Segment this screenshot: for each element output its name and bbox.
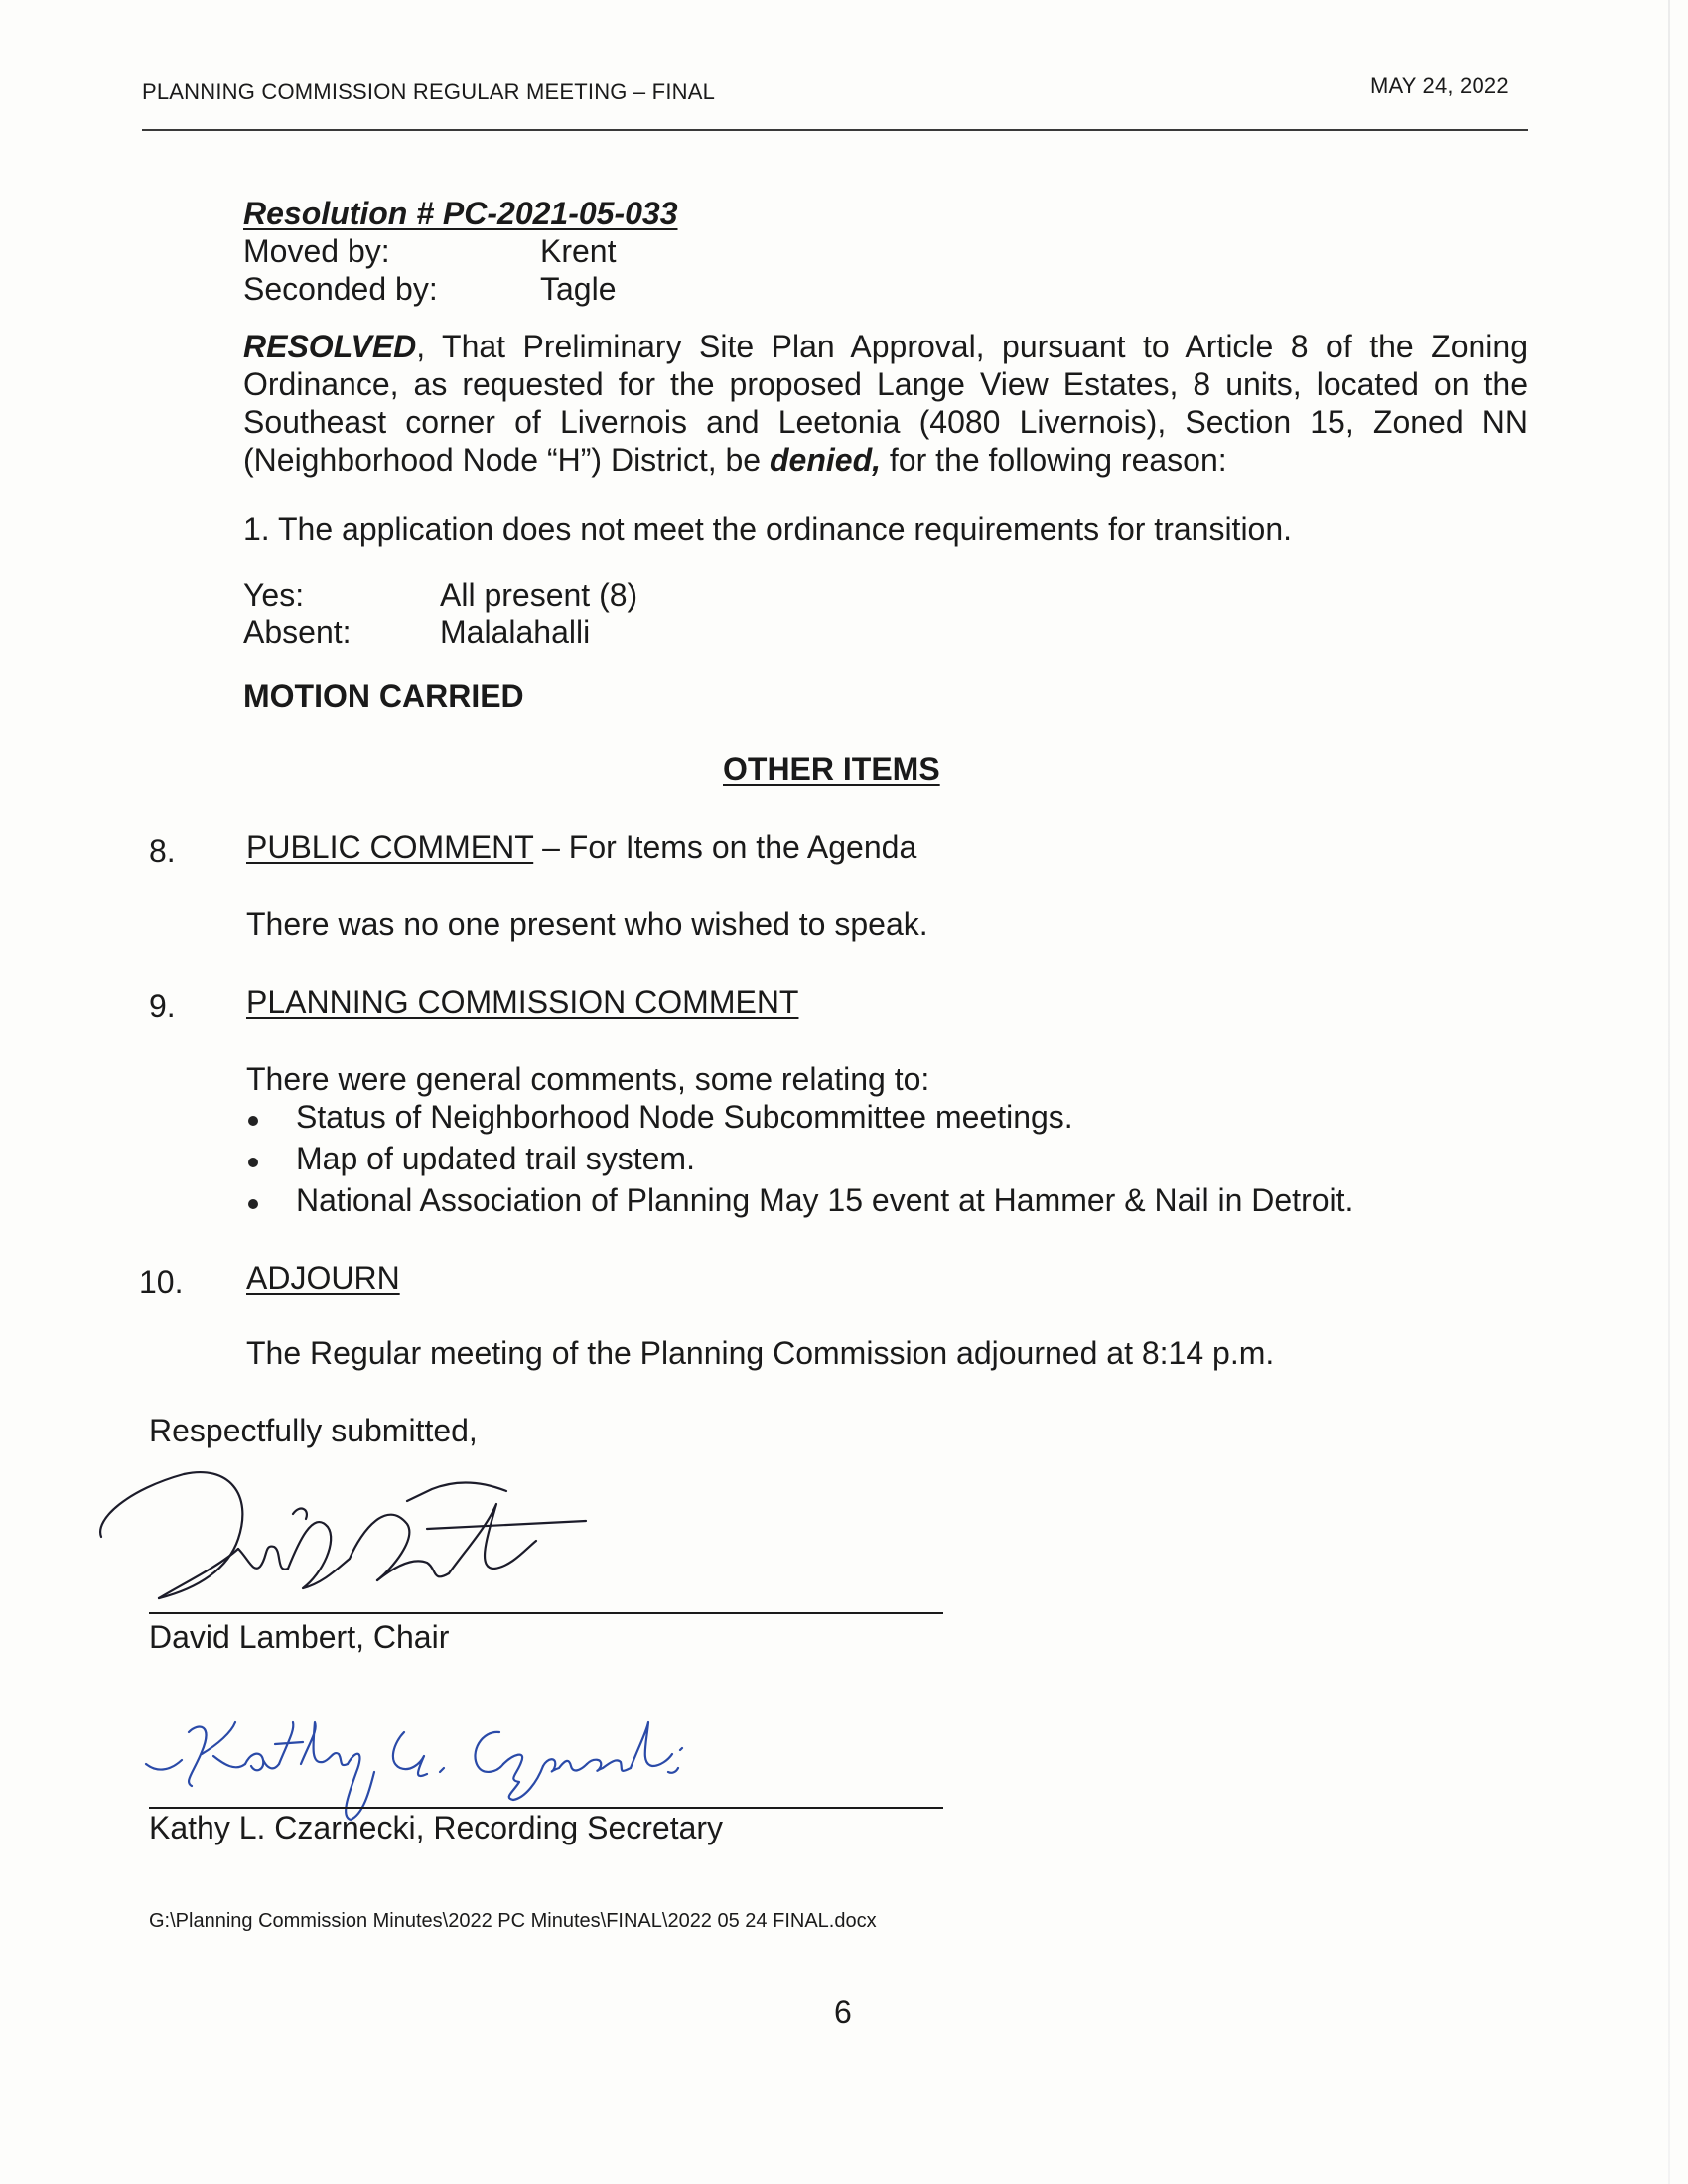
motion-carried: MOTION CARRIED <box>243 678 524 714</box>
moved-by-label: Moved by: <box>243 233 390 269</box>
item-number: 10. <box>139 1264 184 1299</box>
bullet-item: Map of updated trail system. <box>296 1141 695 1176</box>
bullet-item: Status of Neighborhood Node Subcommittee meetings. <box>296 1099 1073 1135</box>
bullet-item: National Association of Planning May 15 event at Hammer & Nail in Detroit. <box>296 1182 1354 1218</box>
resolved-word: RESOLVED <box>243 329 417 364</box>
chair-signature <box>89 1449 606 1618</box>
item-title: PUBLIC COMMENT <box>246 829 534 865</box>
scan-edge <box>1668 0 1670 2184</box>
signature-line <box>149 1612 943 1614</box>
file-path: G:\Planning Commission Minutes\2022 PC Minutes\FINAL\2022 05 24 FINAL.docx <box>149 1910 877 1932</box>
bullet-dot <box>248 1199 258 1209</box>
vote-absent-value: Malalahalli <box>440 614 591 650</box>
item-title: ADJOURN <box>246 1260 400 1296</box>
bullet-dot <box>248 1116 258 1126</box>
item-body: There was no one present who wished to speak. <box>246 906 928 942</box>
item-number: 8. <box>149 833 176 869</box>
item-title-suffix: – For Items on the Agenda <box>533 829 917 865</box>
header-rule <box>142 129 1528 131</box>
seconded-by-label: Seconded by: <box>243 271 438 307</box>
chair-name: David Lambert, Chair <box>149 1619 450 1655</box>
item-body: There were general comments, some relating to: <box>246 1061 930 1097</box>
page-number: 6 <box>834 1994 852 2030</box>
closing-text: Respectfully submitted, <box>149 1413 478 1448</box>
item-number: 9. <box>149 988 176 1024</box>
seconded-by-value: Tagle <box>540 271 617 307</box>
resolution-text-1: , That Preliminary Site Plan Approval, pursuant to Article 8 of the Zoning Ordinance, as requested for the proposed Lange View Estates, 8 units, located on the Southeast corner of Livernois and Leetonia (4080 Livernois), Section 15, Zoned NN (Neighborhood Node “H”) District, be <box>243 329 1528 478</box>
vote-yes-value: All present (8) <box>440 577 638 613</box>
resolution-text-2: for the following reason: <box>881 442 1227 478</box>
other-items-heading: OTHER ITEMS <box>723 751 940 787</box>
resolution-number: Resolution # PC-2021-05-033 <box>243 196 678 231</box>
vote-yes-label: Yes: <box>243 577 305 613</box>
secretary-name: Kathy L. Czarnecki, Recording Secretary <box>149 1810 724 1845</box>
item-title: PLANNING COMMISSION COMMENT <box>246 984 799 1020</box>
moved-by-value: Krent <box>540 233 617 269</box>
vote-absent-label: Absent: <box>243 614 352 650</box>
denied-word: denied, <box>769 442 881 478</box>
header-date: MAY 24, 2022 <box>1370 73 1509 98</box>
item-body: The Regular meeting of the Planning Commission adjourned at 8:14 p.m. <box>246 1335 1275 1371</box>
bullet-dot <box>248 1158 258 1167</box>
item-title-row <box>246 828 916 866</box>
resolution-paragraph <box>243 328 1528 478</box>
header-title: PLANNING COMMISSION REGULAR MEETING – FINAL <box>142 79 716 104</box>
resolution-reason: 1. The application does not meet the ordinance requirements for transition. <box>243 511 1293 547</box>
